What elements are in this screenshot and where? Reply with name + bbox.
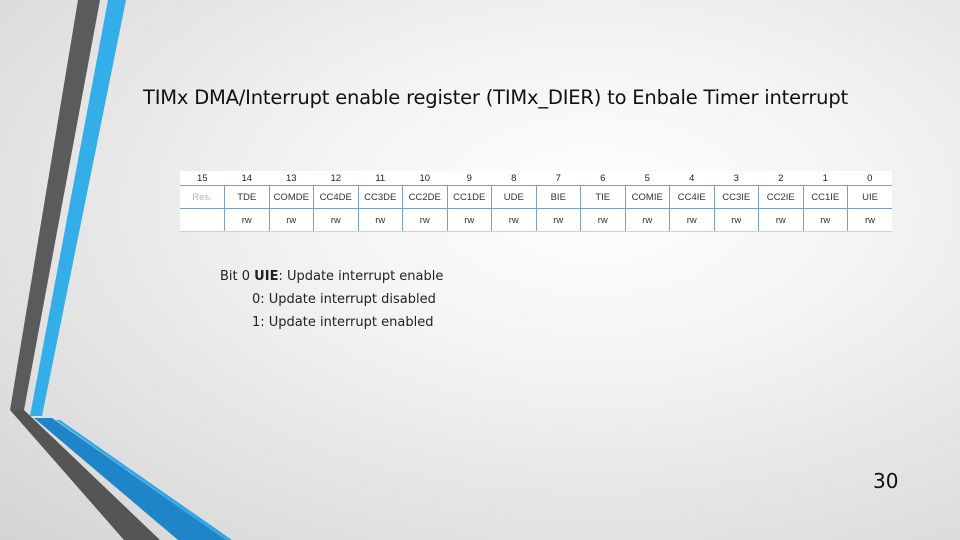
bit-field-name: UIE [254,269,279,284]
bit-description [220,265,443,334]
access-cell: rw [225,209,270,232]
access-cell: rw [269,209,314,232]
field-name: COMIE [625,186,670,209]
bit-number: 8 [492,171,537,186]
bit-value-1: 1: Update interrupt enabled [252,315,434,330]
field-name: CC2DE [403,186,448,209]
bit-number: 1 [803,171,848,186]
field-name: BIE [536,186,581,209]
access-cell: rw [314,209,359,232]
bit-number: 0 [848,171,893,186]
access-cell: rw [492,209,537,232]
bit-value-0: 0: Update interrupt disabled [252,292,436,307]
field-name: COMDE [269,186,314,209]
bit-number: 12 [314,171,359,186]
bit-description-heading [220,265,443,288]
field-name: CC3DE [358,186,403,209]
field-name: CC1DE [447,186,492,209]
bit-field-summary: : Update interrupt enable [278,269,444,284]
slide-title: TIMx DMA/Interrupt enable register (TIMx_DIER) to Enbale Timer interrupt [143,86,848,109]
field-name: CC4DE [314,186,359,209]
access-cell: rw [848,209,893,232]
bit-number: 10 [403,171,448,186]
access-cell: rw [536,209,581,232]
field-name: CC2IE [759,186,804,209]
access-cell: rw [447,209,492,232]
field-name: TIE [581,186,626,209]
access-cell: rw [670,209,715,232]
field-name: CC4IE [670,186,715,209]
bit-prefix: Bit 0 [220,269,255,284]
access-cell: rw [803,209,848,232]
access-cell: rw [625,209,670,232]
access-cell: rw [759,209,804,232]
access-cell: rw [714,209,759,232]
page-number: 30 [873,469,899,493]
field-name-reserved: Res. [180,186,225,209]
bit-number: 3 [714,171,759,186]
bit-number: 13 [269,171,314,186]
field-name: TDE [225,186,270,209]
access-row [180,209,892,232]
bit-number: 9 [447,171,492,186]
field-name: CC1IE [803,186,848,209]
bit-number: 2 [759,171,804,186]
bit-number: 15 [180,171,225,186]
access-cell: rw [581,209,626,232]
field-name-row [180,186,892,209]
access-cell-empty [180,209,225,232]
bit-number: 14 [225,171,270,186]
bit-number: 4 [670,171,715,186]
bit-number: 7 [536,171,581,186]
access-cell: rw [358,209,403,232]
register-table [180,171,892,232]
field-name: CC3IE [714,186,759,209]
bit-number: 5 [625,171,670,186]
field-name: UDE [492,186,537,209]
bit-number-row [180,171,892,186]
bit-number: 6 [581,171,626,186]
field-name: UIE [848,186,893,209]
access-cell: rw [403,209,448,232]
bit-number: 11 [358,171,403,186]
